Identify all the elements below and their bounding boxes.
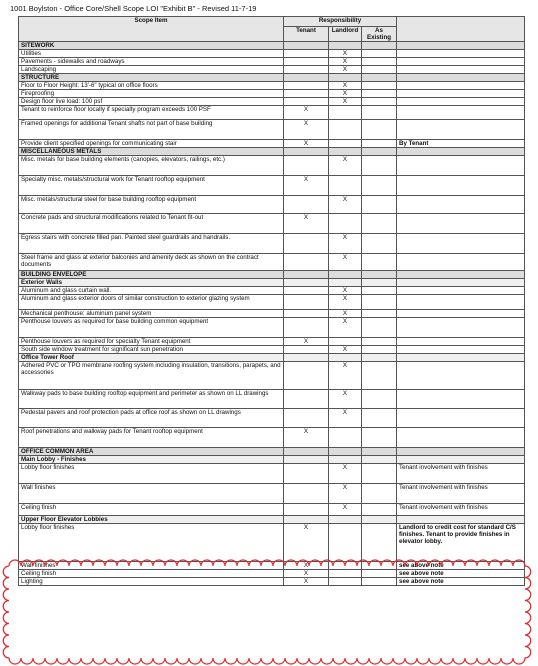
section-label: SITEWORK: [19, 42, 284, 50]
subsection-label: Office Tower Roof: [19, 354, 284, 362]
empty-cell: [397, 42, 525, 50]
scope-item-cell: Utilities: [19, 50, 284, 58]
table-row: [19, 196, 525, 214]
comment-cell: [397, 98, 525, 106]
empty-cell: [284, 516, 329, 524]
as-existing-mark: [362, 524, 397, 562]
empty-cell: [329, 148, 362, 156]
landlord-mark: [329, 120, 362, 140]
scope-item-cell: Adhered PVC or TPO membrane roofing system including insulation, transitions, parapets, and accessories: [19, 362, 284, 390]
empty-cell: [397, 448, 525, 456]
comment-cell: see above note: [397, 578, 525, 586]
scope-item-cell: Landscaping: [19, 66, 284, 74]
as-existing-mark: [362, 82, 397, 90]
as-existing-mark: [362, 318, 397, 338]
tenant-mark: X: [284, 524, 329, 562]
comment-cell: [397, 234, 525, 254]
table-row: [19, 524, 525, 562]
scope-table-body: [19, 42, 525, 586]
as-existing-mark: [362, 409, 397, 428]
landlord-mark: X: [329, 50, 362, 58]
table-row: [19, 484, 525, 504]
empty-cell: [397, 279, 525, 287]
table-row: [19, 214, 525, 234]
scope-item-cell: Ceiling finish: [19, 570, 284, 578]
comment-cell: [397, 106, 525, 120]
comment-cell: [397, 287, 525, 295]
comment-cell: Tenant involvement with finishes: [397, 504, 525, 516]
tenant-mark: X: [284, 578, 329, 586]
landlord-mark: X: [329, 504, 362, 516]
empty-cell: [397, 456, 525, 464]
as-existing-mark: [362, 504, 397, 516]
comment-cell: [397, 254, 525, 271]
comment-cell: [397, 176, 525, 196]
as-existing-mark: [362, 176, 397, 196]
tenant-mark: X: [284, 570, 329, 578]
scope-item-cell: Misc. metals/structural steel for base building rooftop equipment: [19, 196, 284, 214]
as-existing-mark: [362, 390, 397, 409]
as-existing-mark: [362, 140, 397, 148]
scope-item-cell: Tenant to reinforce floor locally if specialty program exceeds 100 PSF: [19, 106, 284, 120]
tenant-mark: [284, 82, 329, 90]
tenant-mark: [284, 156, 329, 176]
table-row: [19, 176, 525, 196]
table-row: [19, 98, 525, 106]
as-existing-mark: [362, 156, 397, 176]
tenant-header: Tenant: [284, 27, 329, 42]
comment-cell: [397, 318, 525, 338]
scope-item-cell: Penthouse louvers as required for base building common equipment: [19, 318, 284, 338]
empty-cell: [284, 74, 329, 82]
landlord-mark: X: [329, 390, 362, 409]
tenant-mark: [284, 196, 329, 214]
empty-cell: [284, 448, 329, 456]
landlord-mark: X: [329, 58, 362, 66]
comment-cell: [397, 214, 525, 234]
scope-item-cell: Penthouse louvers as required for specialty Tenant equipment: [19, 338, 284, 346]
empty-cell: [362, 148, 397, 156]
table-row: [19, 82, 525, 90]
empty-cell: [397, 271, 525, 279]
scope-item-cell: Design floor live load: 100 psf: [19, 98, 284, 106]
as-existing-mark: [362, 58, 397, 66]
tenant-mark: [284, 409, 329, 428]
comments-header: [397, 17, 525, 42]
empty-cell: [397, 516, 525, 524]
tenant-mark: X: [284, 106, 329, 120]
tenant-mark: [284, 390, 329, 409]
landlord-mark: [329, 176, 362, 196]
comment-cell: [397, 90, 525, 98]
landlord-mark: X: [329, 66, 362, 74]
scope-item-cell: Steel frame and glass at exterior balconies and amenity deck as shown on the contract documents: [19, 254, 284, 271]
as-existing-mark: [362, 484, 397, 504]
tenant-mark: X: [284, 338, 329, 346]
tenant-mark: X: [284, 176, 329, 196]
empty-cell: [284, 271, 329, 279]
scope-item-cell: Framed openings for additional Tenant shafts not part of base building: [19, 120, 284, 140]
tenant-mark: [284, 504, 329, 516]
scope-item-cell: Ceiling finish: [19, 504, 284, 516]
comment-cell: [397, 156, 525, 176]
empty-cell: [362, 448, 397, 456]
comment-cell: [397, 409, 525, 428]
comment-cell: Tenant involvement with finishes: [397, 464, 525, 484]
as-existing-header: As Existing: [362, 27, 397, 42]
comment-cell: [397, 58, 525, 66]
empty-cell: [397, 148, 525, 156]
comment-cell: [397, 50, 525, 58]
comment-cell: [397, 295, 525, 310]
empty-cell: [362, 42, 397, 50]
scope-item-cell: Fireproofing: [19, 90, 284, 98]
landlord-mark: X: [329, 234, 362, 254]
as-existing-mark: [362, 464, 397, 484]
landlord-mark: X: [329, 362, 362, 390]
tenant-mark: [284, 310, 329, 318]
landlord-mark: X: [329, 82, 362, 90]
subsection-row: [19, 456, 525, 464]
scope-table: [18, 16, 525, 586]
scope-item-cell: Roof penetrations and walkway pads for Tenant rooftop equipment: [19, 428, 284, 448]
empty-cell: [362, 516, 397, 524]
tenant-mark: [284, 234, 329, 254]
empty-cell: [284, 354, 329, 362]
scope-item-cell: Mechanical penthouse: aluminum panel system: [19, 310, 284, 318]
table-row: [19, 428, 525, 448]
comment-cell: Tenant involvement with finishes: [397, 484, 525, 504]
empty-cell: [284, 456, 329, 464]
comment-cell: [397, 196, 525, 214]
landlord-mark: [329, 214, 362, 234]
landlord-mark: X: [329, 318, 362, 338]
table-row: [19, 254, 525, 271]
tenant-mark: X: [284, 562, 329, 570]
landlord-mark: [329, 428, 362, 448]
landlord-mark: X: [329, 464, 362, 484]
revision-cloud: [5, 562, 529, 662]
empty-cell: [329, 448, 362, 456]
as-existing-mark: [362, 287, 397, 295]
comment-cell: see above note: [397, 570, 525, 578]
empty-cell: [329, 42, 362, 50]
table-row: [19, 504, 525, 516]
tenant-mark: [284, 50, 329, 58]
empty-cell: [362, 456, 397, 464]
landlord-mark: [329, 524, 362, 562]
scope-item-cell: Misc. metals for base building elements (canopies, elevators, railings, etc.): [19, 156, 284, 176]
landlord-mark: [329, 140, 362, 148]
empty-cell: [284, 42, 329, 50]
tenant-mark: [284, 66, 329, 74]
comment-cell: [397, 428, 525, 448]
as-existing-mark: [362, 338, 397, 346]
landlord-mark: X: [329, 254, 362, 271]
empty-cell: [362, 74, 397, 82]
comment-cell: [397, 66, 525, 74]
tenant-mark: X: [284, 428, 329, 448]
comment-cell: [397, 82, 525, 90]
empty-cell: [329, 279, 362, 287]
tenant-mark: [284, 98, 329, 106]
as-existing-mark: [362, 66, 397, 74]
scope-item-cell: Wall finishes: [19, 562, 284, 570]
landlord-mark: X: [329, 295, 362, 310]
as-existing-mark: [362, 120, 397, 140]
tenant-mark: [284, 58, 329, 66]
empty-cell: [329, 354, 362, 362]
landlord-mark: X: [329, 90, 362, 98]
comment-cell: [397, 338, 525, 346]
subsection-row: [19, 279, 525, 287]
comment-cell: [397, 120, 525, 140]
comment-cell: [397, 362, 525, 390]
tenant-mark: [284, 295, 329, 310]
scope-item-cell: Lobby floor finishes: [19, 524, 284, 562]
scope-item-cell: Walkway pads to base building rooftop equipment and perimeter as shown on LL drawings: [19, 390, 284, 409]
empty-cell: [362, 279, 397, 287]
table-row: [19, 346, 525, 354]
section-label: OFFICE COMMON AREA: [19, 448, 284, 456]
landlord-mark: X: [329, 409, 362, 428]
subsection-label: Exterior Walls: [19, 279, 284, 287]
as-existing-mark: [362, 196, 397, 214]
tenant-mark: [284, 346, 329, 354]
table-row: [19, 234, 525, 254]
section-row: [19, 271, 525, 279]
scope-item-cell: Egress stairs with concrete filled pan. Painted steel guardrails and handrails.: [19, 234, 284, 254]
subsection-row: [19, 516, 525, 524]
scope-item-cell: Lobby floor finishes: [19, 464, 284, 484]
scope-item-cell: Aluminum and glass curtain wall.: [19, 287, 284, 295]
empty-cell: [397, 74, 525, 82]
scope-item-cell: Specialty misc. metals/structural work for Tenant rooftop equipment: [19, 176, 284, 196]
as-existing-mark: [362, 98, 397, 106]
subsection-label: Main Lobby - Finishes: [19, 456, 284, 464]
empty-cell: [329, 456, 362, 464]
table-row: [19, 120, 525, 140]
scope-item-cell: Concrete pads and structural modifications related to Tenant fit-out: [19, 214, 284, 234]
empty-cell: [284, 148, 329, 156]
section-row: [19, 74, 525, 82]
table-row: [19, 362, 525, 390]
scope-item-cell: Lighting: [19, 578, 284, 586]
table-row: [19, 50, 525, 58]
landlord-mark: X: [329, 196, 362, 214]
table-row: [19, 338, 525, 346]
as-existing-mark: [362, 50, 397, 58]
as-existing-mark: [362, 295, 397, 310]
as-existing-mark: [362, 254, 397, 271]
landlord-mark: X: [329, 346, 362, 354]
as-existing-mark: [362, 346, 397, 354]
scope-item-cell: South side window treatment for significant sun penetration: [19, 346, 284, 354]
as-existing-mark: [362, 428, 397, 448]
tenant-mark: [284, 287, 329, 295]
scope-item-cell: Aluminum and glass exterior doors of similar construction to exterior glazing system: [19, 295, 284, 310]
landlord-mark: X: [329, 484, 362, 504]
table-row: [19, 58, 525, 66]
landlord-mark: [329, 338, 362, 346]
comment-cell: see above note: [397, 562, 525, 570]
tenant-mark: [284, 318, 329, 338]
section-row: [19, 42, 525, 50]
subsection-row: [19, 354, 525, 362]
tenant-mark: [284, 484, 329, 504]
landlord-mark: X: [329, 98, 362, 106]
scope-item-cell: Pavements - sidewalks and roadways: [19, 58, 284, 66]
tenant-mark: X: [284, 140, 329, 148]
landlord-mark: X: [329, 287, 362, 295]
empty-cell: [284, 279, 329, 287]
section-row: [19, 148, 525, 156]
as-existing-mark: [362, 90, 397, 98]
section-label: STRUCTURE: [19, 74, 284, 82]
empty-cell: [362, 354, 397, 362]
tenant-mark: X: [284, 214, 329, 234]
landlord-mark: X: [329, 156, 362, 176]
table-row: [19, 464, 525, 484]
tenant-mark: [284, 362, 329, 390]
section-label: BUILDING ENVELOPE: [19, 271, 284, 279]
landlord-mark: [329, 106, 362, 120]
subsection-label: Upper Floor Elevator Lobbies: [19, 516, 284, 524]
scope-item-cell: Pedestal pavers and roof protection pads at office roof as shown on LL drawings: [19, 409, 284, 428]
table-row: [19, 90, 525, 98]
table-row: [19, 390, 525, 409]
section-label: MISCELLANEOUS METALS: [19, 148, 284, 156]
table-row: [19, 409, 525, 428]
as-existing-mark: [362, 214, 397, 234]
comment-cell: By Tenant: [397, 140, 525, 148]
tenant-mark: [284, 464, 329, 484]
as-existing-mark: [362, 234, 397, 254]
empty-cell: [329, 271, 362, 279]
tenant-mark: [284, 90, 329, 98]
table-row: [19, 66, 525, 74]
table-row: [19, 318, 525, 338]
comment-cell: [397, 390, 525, 409]
document-title: 1001 Boylston - Office Core/Shell Scope LOI "Exhibit B" - Revised 11-7-19: [10, 4, 257, 13]
empty-cell: [329, 516, 362, 524]
comment-cell: Landlord to credit cost for standard C/S finishes. Tenant to provide finishes in elevator lobby.: [397, 524, 525, 562]
tenant-mark: X: [284, 120, 329, 140]
landlord-header: Landlord: [329, 27, 362, 42]
as-existing-mark: [362, 310, 397, 318]
table-row: [19, 295, 525, 310]
scope-item-cell: Provide client specified openings for communicating stair: [19, 140, 284, 148]
table-row: [19, 106, 525, 120]
empty-cell: [397, 354, 525, 362]
table-row: [19, 156, 525, 176]
tenant-mark: [284, 254, 329, 271]
landlord-mark: X: [329, 310, 362, 318]
table-row: [19, 287, 525, 295]
responsibility-header: Responsibility: [284, 17, 397, 27]
comment-cell: [397, 346, 525, 354]
comment-cell: [397, 310, 525, 318]
table-row: [19, 310, 525, 318]
empty-cell: [329, 74, 362, 82]
empty-cell: [362, 271, 397, 279]
scope-item-cell: Floor to Floor Height: 13'-6" typical on office floors: [19, 82, 284, 90]
scope-item-cell: Wall finishes: [19, 484, 284, 504]
table-row: [19, 140, 525, 148]
section-row: [19, 448, 525, 456]
as-existing-mark: [362, 362, 397, 390]
scope-item-header: Scope Item: [19, 17, 284, 42]
as-existing-mark: [362, 106, 397, 120]
